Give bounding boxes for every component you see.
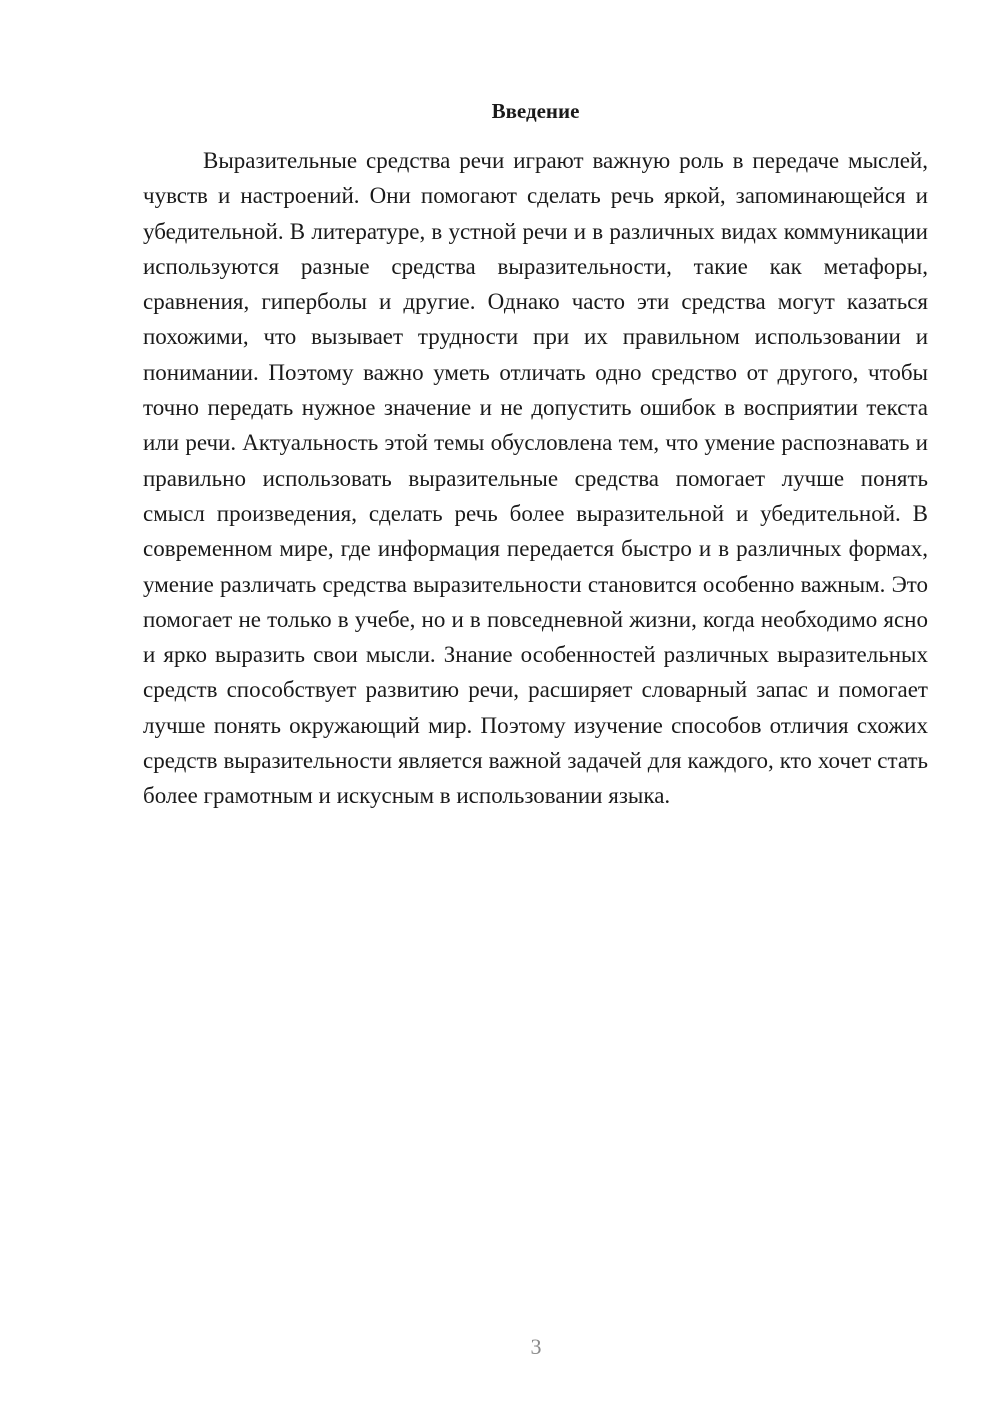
page-number: 3 [530,1334,542,1359]
section-heading: Введение [491,99,580,123]
body-paragraph: Выразительные средства речи играют важную роль в передаче мыслей, чувств и настроений. Они помогают сделать речь яркой, запоминающейся и убедительной. В литературе, в устной речи и в различных видах коммуникации используются разные средства выразительности, такие как метафоры, сравнения, гиперболы и другие. Однако часто эти средства могут казаться похожими, что вызывает трудности при их правильном использовании и понимании. Поэтому важно уметь отличать одно средство от другого, чтобы точно передать нужное значение и не допустить ошибок в восприятии текста или речи. Актуальность этой темы обусловлена тем, что умение распознавать и правильно использовать выразительные средства помогает лучше понять смысл произведения, сделать речь более выразительной и убедительной. В современном мире, где информация передается быстро и в различных формах, умение различать средства выразительности становится особенно важным. Это помогает не только в учебе, но и в повседневной жизни, когда необходимо ясно и ярко выразить свои мысли. Знание особенностей различных выразительных средств способствует развитию речи, расширяет словарный запас и помогает лучше понять окружающий мир. Поэтому изучение способов отличия схожих средств выразительности является важной задачей для каждого, кто хочет стать более грамотным и искусным в использовании языка. [143,148,928,809]
